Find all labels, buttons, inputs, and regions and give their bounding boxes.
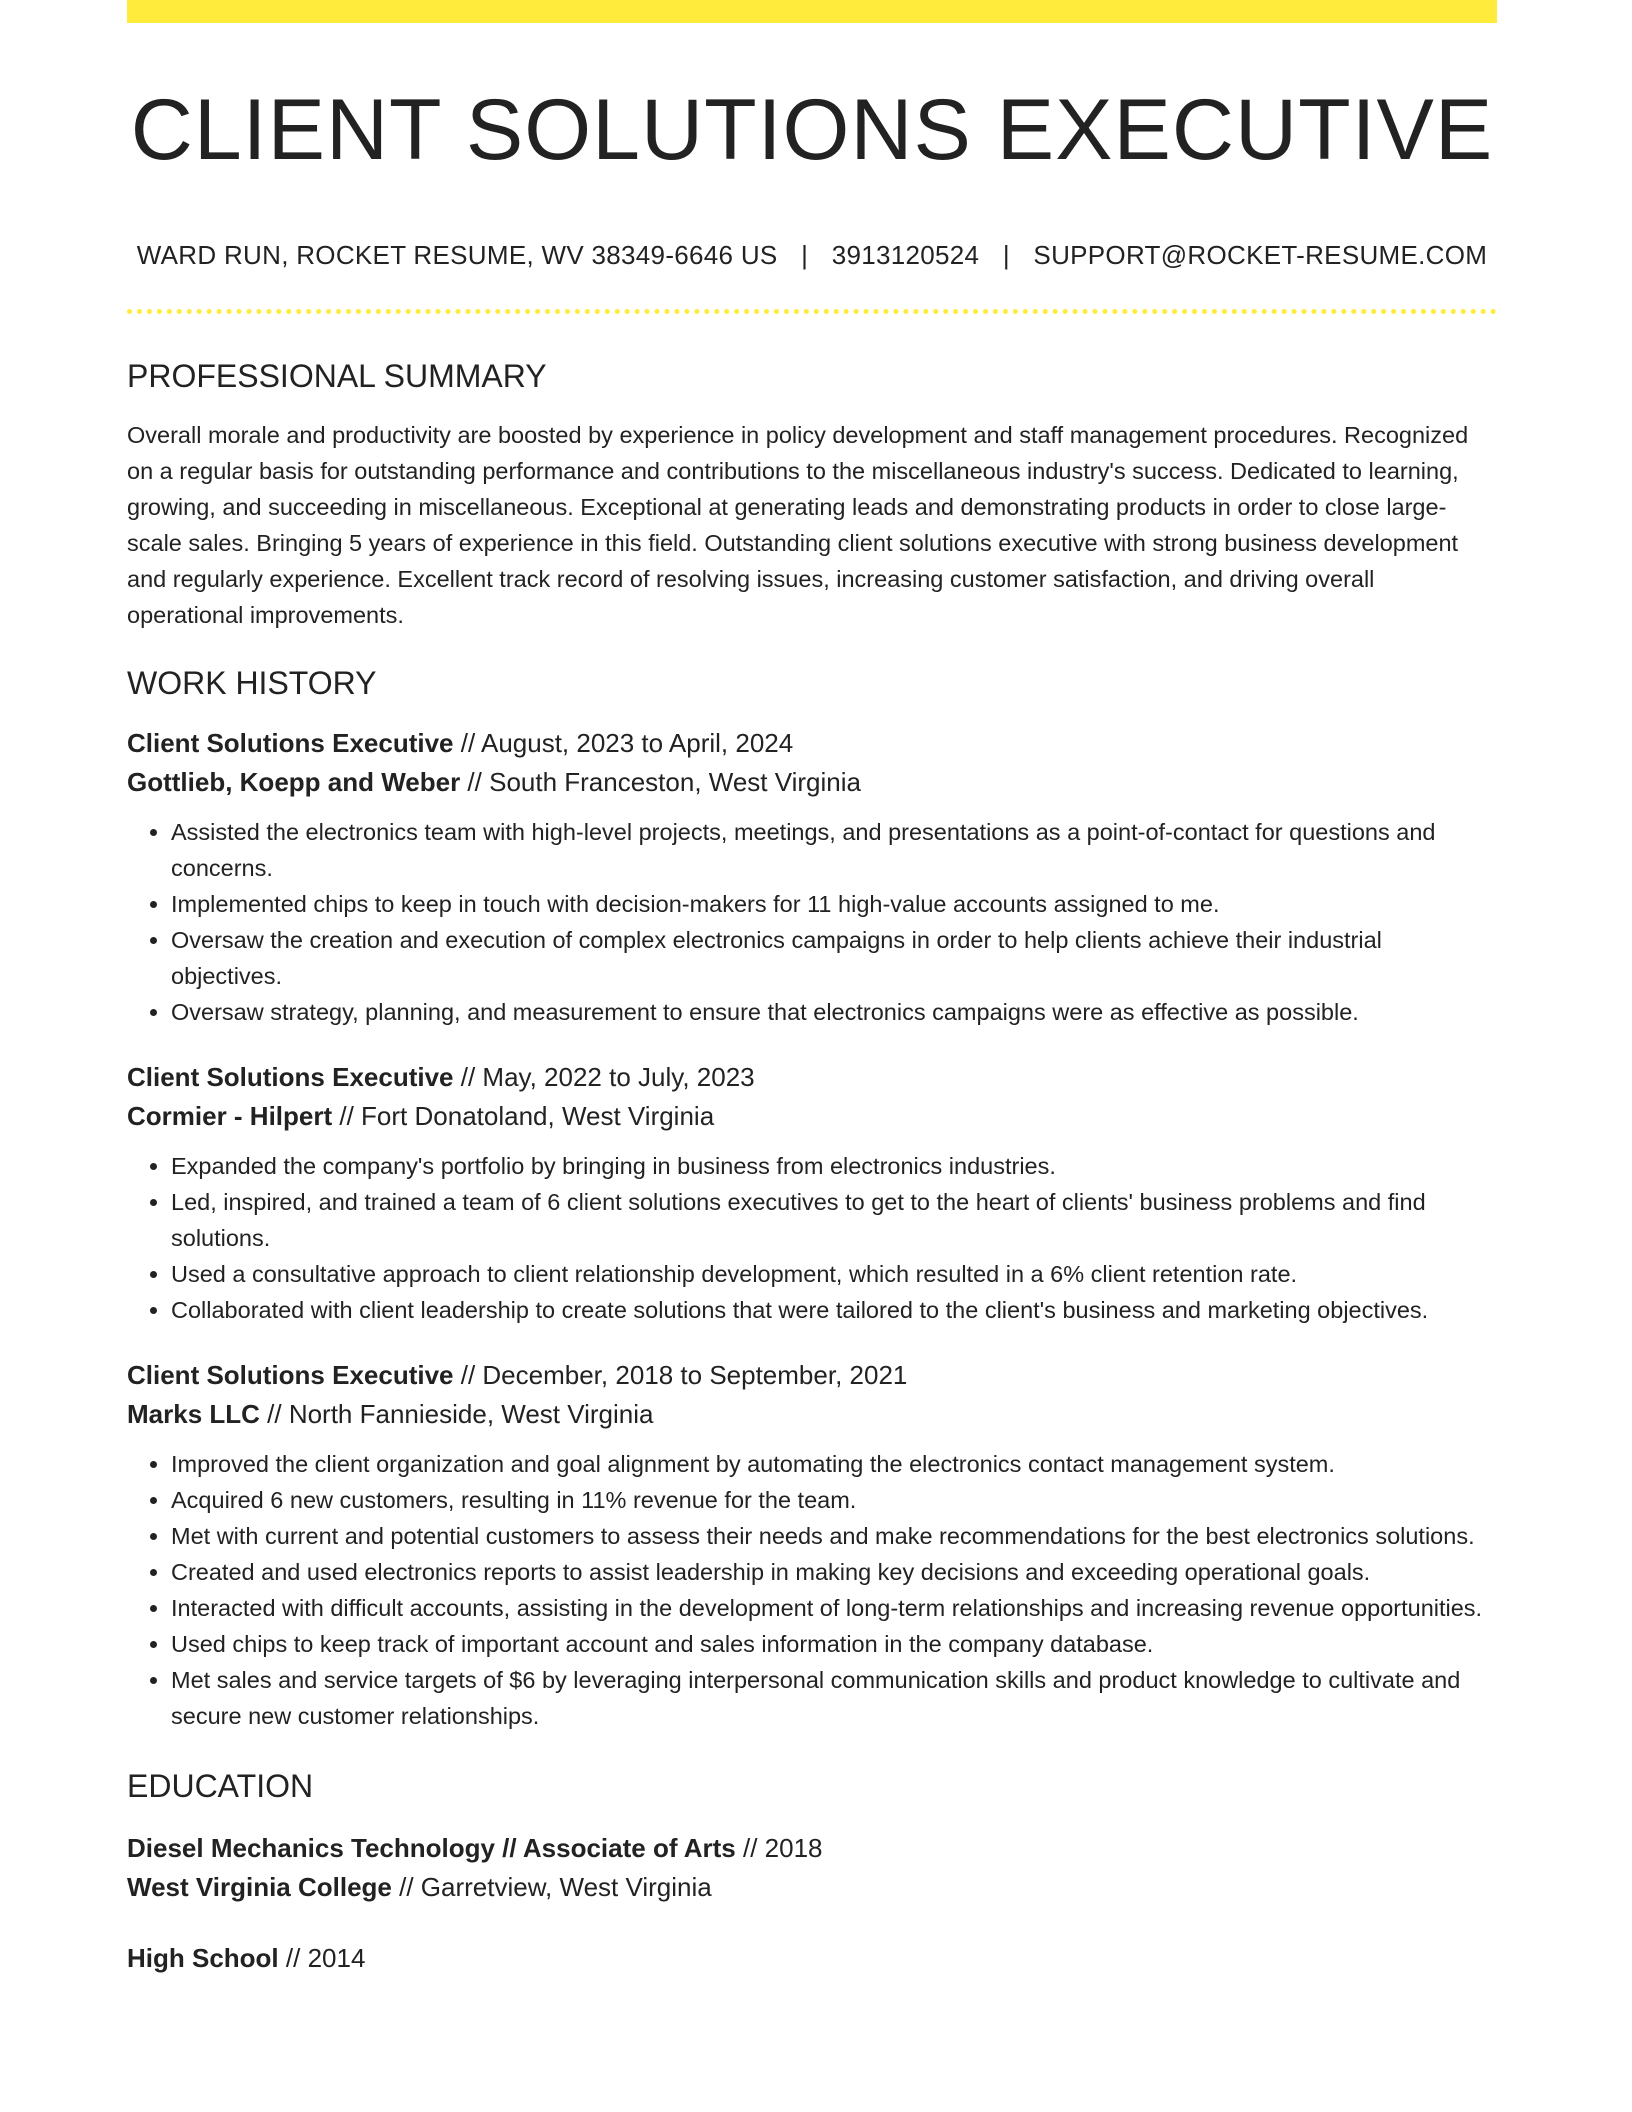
job-bullet: • Acquired 6 new customers, resulting in 11% revenue for the team.: [171, 1482, 1497, 1518]
job-dates: // August, 2023 to April, 2024: [453, 727, 794, 758]
education-location: // Garretview, West Virginia: [391, 1871, 712, 1902]
job-bullet: • Created and used electronics reports to assist leadership in making key decisions and exceeding operational goals.: [171, 1554, 1497, 1590]
job-title-line: [127, 1356, 1497, 1395]
education-entry: [127, 1829, 1497, 1907]
resume-title: CLIENT SOLUTIONS EXECUTIVE: [130, 82, 1494, 178]
contact-line: [127, 240, 1497, 271]
contact-separator: |: [801, 239, 809, 270]
contact-separator: |: [1002, 239, 1010, 270]
summary-heading: PROFESSIONAL SUMMARY: [127, 357, 547, 394]
job-bullets: [127, 814, 1497, 1030]
job-company-line: [127, 763, 1497, 802]
education-degree: Diesel Mechanics Technology // Associate of Arts: [127, 1832, 736, 1863]
accent-top-bar: [127, 0, 1497, 23]
job-bullet: • Oversaw the creation and execution of complex electronics campaigns in order to help clients achieve their industrial objectives.: [171, 922, 1497, 994]
job-bullet: • Expanded the company's portfolio by bringing in business from electronics industries.: [171, 1148, 1497, 1184]
job-location: // South Franceston, West Virginia: [460, 766, 861, 797]
job-dates: // December, 2018 to September, 2021: [453, 1359, 908, 1390]
contact-email: SUPPORT@ROCKET-RESUME.COM: [1033, 239, 1488, 270]
education-heading: EDUCATION: [127, 1767, 314, 1804]
resume-page: [127, 0, 1497, 1978]
job-entry: [127, 1356, 1497, 1734]
job-dates: // May, 2022 to July, 2023: [453, 1061, 755, 1092]
job-bullet: • Used chips to keep track of important account and sales information in the company database.: [171, 1626, 1497, 1662]
job-role: Client Solutions Executive: [127, 727, 454, 758]
education-degree-line: [127, 1939, 1497, 1978]
education-school-line: [127, 1868, 1497, 1907]
job-title-line: [127, 724, 1497, 763]
education-degree: High School: [127, 1942, 279, 1973]
job-role: Client Solutions Executive: [127, 1359, 454, 1390]
job-entry: [127, 1058, 1497, 1328]
job-entry: [127, 724, 1497, 1030]
job-company: Cormier - Hilpert: [127, 1100, 333, 1131]
education-year: // 2014: [278, 1942, 366, 1973]
job-bullet: • Improved the client organization and goal alignment by automating the electronics contact management system.: [171, 1446, 1497, 1482]
job-bullets: [127, 1148, 1497, 1328]
job-company-line: [127, 1097, 1497, 1136]
job-company: Gottlieb, Koepp and Weber: [127, 766, 461, 797]
job-bullet: • Met sales and service targets of $6 by leveraging interpersonal communication skills and product knowledge to cultivate and secure new customer relationships.: [171, 1662, 1497, 1734]
education-year: // 2018: [735, 1832, 823, 1863]
job-bullet: • Led, inspired, and trained a team of 6 client solutions executives to get to the heart of clients' business problems and find solutions.: [171, 1184, 1497, 1256]
work-history-list: [127, 724, 1497, 1734]
job-company: Marks LLC: [127, 1398, 260, 1429]
job-bullet: • Oversaw strategy, planning, and measurement to ensure that electronics campaigns were as effective as possible.: [171, 994, 1497, 1030]
job-bullet: • Collaborated with client leadership to create solutions that were tailored to the client's business and marketing objectives.: [171, 1292, 1497, 1328]
job-bullet: • Met with current and potential customers to assess their needs and make recommendations for the best electronics solutions.: [171, 1518, 1497, 1554]
education-school: West Virginia College: [127, 1871, 392, 1902]
job-location: // Fort Donatoland, West Virginia: [332, 1100, 715, 1131]
job-title-line: [127, 1058, 1497, 1097]
job-location: // North Fannieside, West Virginia: [259, 1398, 654, 1429]
job-bullet: • Interacted with difficult accounts, assisting in the development of long-term relationships and increasing revenue opportunities.: [171, 1590, 1497, 1626]
education-degree-line: [127, 1829, 1497, 1868]
job-role: Client Solutions Executive: [127, 1061, 454, 1092]
dotted-divider: [127, 309, 1497, 314]
contact-address: WARD RUN, ROCKET RESUME, WV 38349-6646 US: [136, 239, 778, 270]
job-company-line: [127, 1395, 1497, 1434]
job-bullet: • Used a consultative approach to client relationship development, which resulted in a 6% client retention rate.: [171, 1256, 1497, 1292]
job-bullet: • Assisted the electronics team with high-level projects, meetings, and presentations as a point-of-contact for questions and concerns.: [171, 814, 1497, 886]
contact-phone: 3913120524: [831, 239, 980, 270]
work-history-heading: WORK HISTORY: [127, 664, 377, 701]
job-bullet: • Implemented chips to keep in touch with decision-makers for 11 high-value accounts assigned to me.: [171, 886, 1497, 922]
job-bullets: [127, 1446, 1497, 1734]
summary-text: Overall morale and productivity are boosted by experience in policy development and staff management procedures. Recognized on a regular basis for outstanding performance and contributions to the miscellaneous industry's success. Dedicated to learning, growing, and succeeding in miscellaneous. Exceptional at generating leads and demonstrating products in order to close large-scale sales. Bringing 5 years of experience in this field. Outstanding client solutions executive with strong business development and regularly experience. Excellent track record of resolving issues, increasing customer satisfaction, and driving overall operational improvements.: [127, 421, 1469, 628]
education-entry: [127, 1939, 1497, 1978]
